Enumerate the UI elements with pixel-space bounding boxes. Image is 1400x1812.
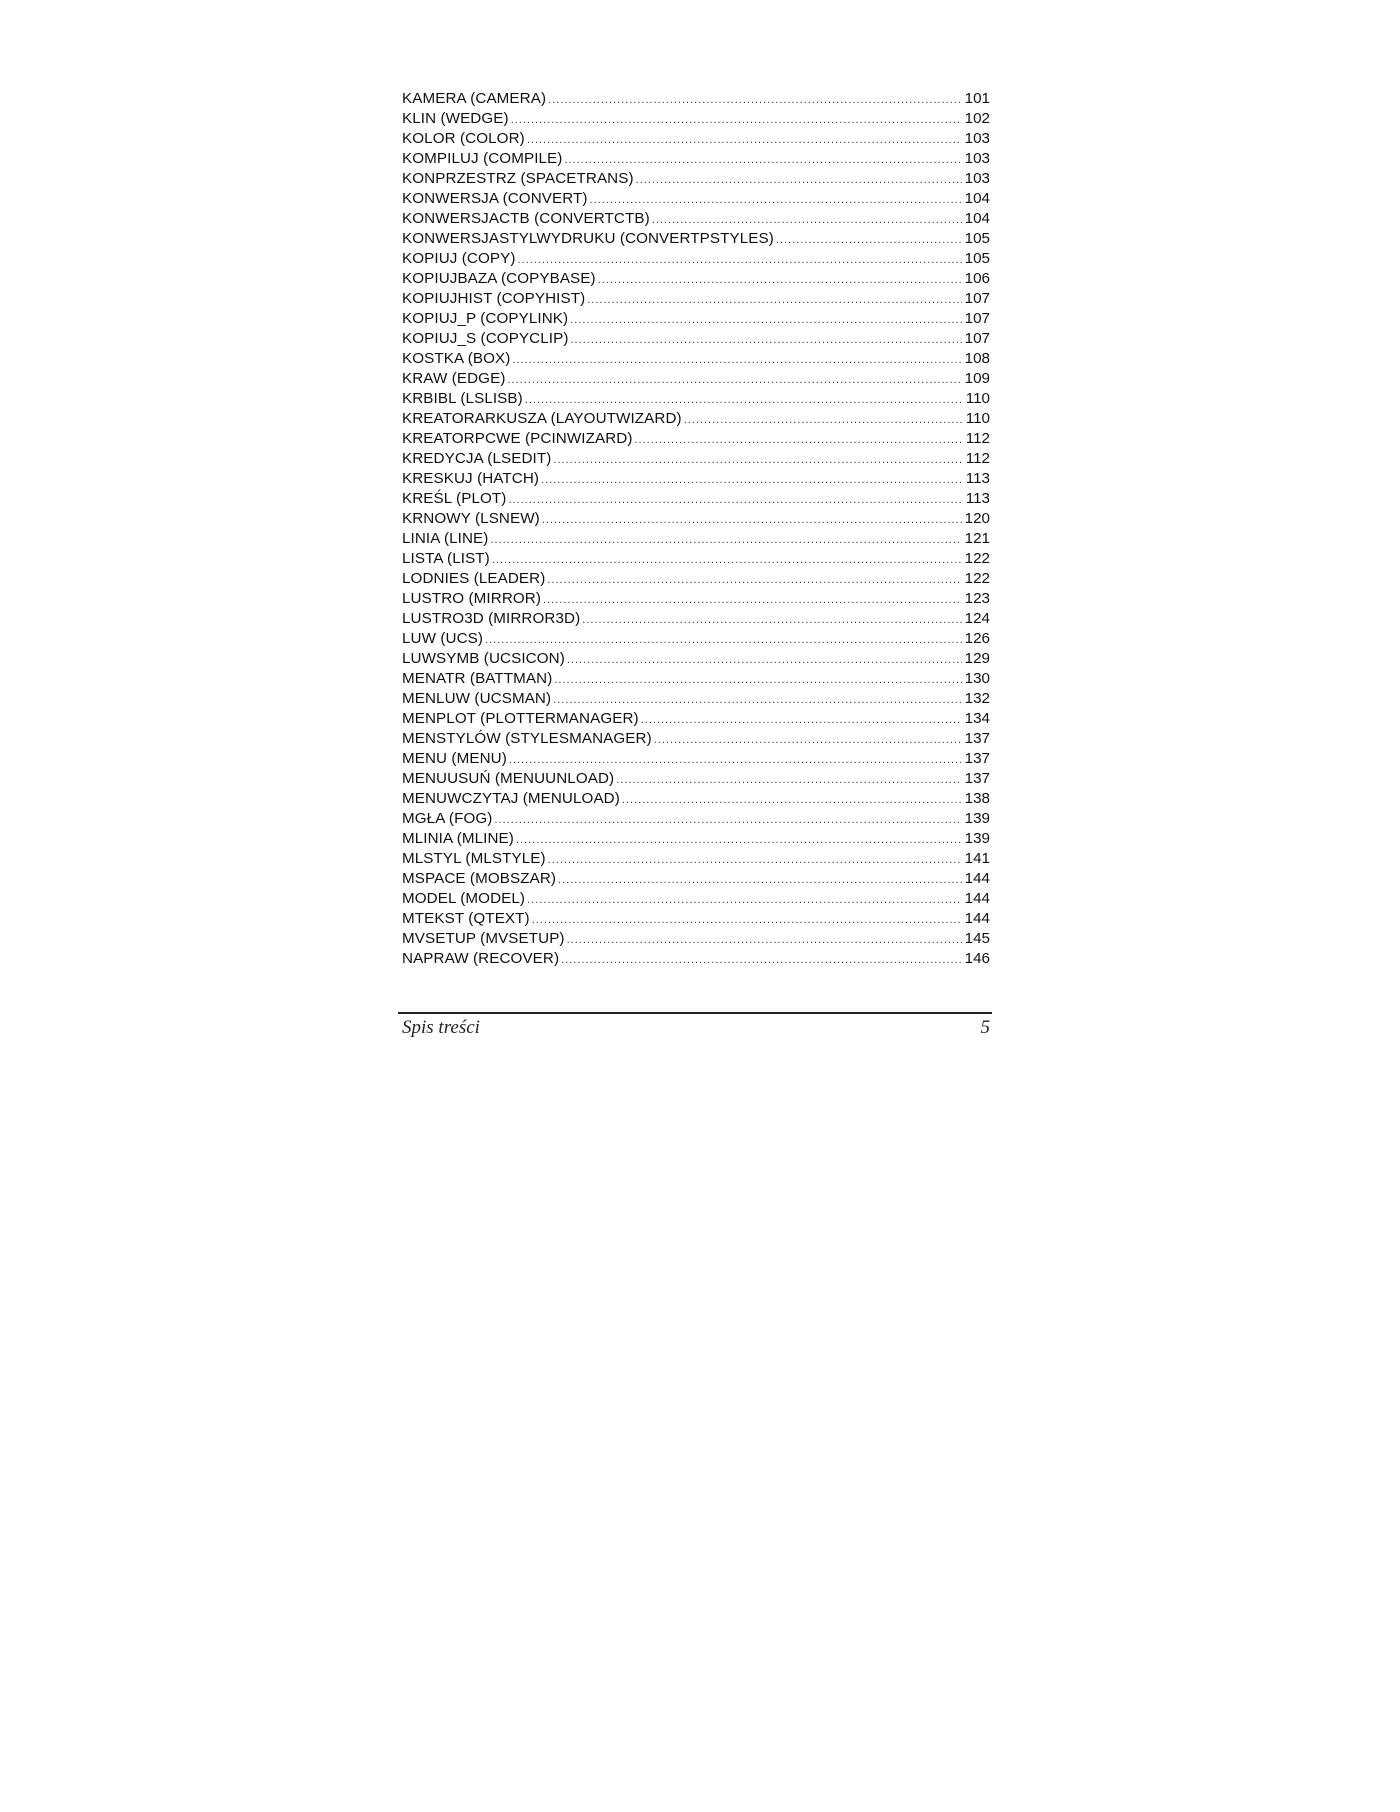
toc-entry-label: KOPIUJHIST (COPYHIST) <box>402 290 586 307</box>
toc-entry-label: LUSTRO (MIRROR) <box>402 590 542 607</box>
toc-leader-dots <box>654 730 962 750</box>
toc-entry-page: 107 <box>964 330 990 347</box>
footer-rule <box>398 1012 992 1014</box>
toc-entry-page: 144 <box>964 890 990 907</box>
toc-entry-label: KOMPILUJ (COMPILE) <box>402 150 563 167</box>
toc-leader-dots <box>567 650 962 670</box>
toc-entry-page: 123 <box>964 590 990 607</box>
toc-entry[interactable] <box>402 869 990 889</box>
toc-entry-page: 145 <box>964 930 990 947</box>
page-footer <box>402 1017 990 1039</box>
toc-entry-label: LISTA (LIST) <box>402 550 490 567</box>
toc-entry-page: 124 <box>964 610 990 627</box>
toc-entry[interactable] <box>402 89 990 109</box>
toc-entry-label: KREDYCJA (LSEDIT) <box>402 450 552 467</box>
toc-entry-page: 122 <box>964 550 990 567</box>
toc-entry[interactable] <box>402 649 990 669</box>
toc-entry[interactable] <box>402 829 990 849</box>
toc-entry-label: MENU (MENU) <box>402 750 507 767</box>
toc-leader-dots <box>541 470 962 490</box>
toc-entry-page: 120 <box>964 510 990 527</box>
toc-entry-page: 137 <box>964 770 990 787</box>
toc-entry-page: 105 <box>964 230 990 247</box>
toc-entry-page: 110 <box>965 390 990 407</box>
toc-leader-dots <box>684 410 962 430</box>
toc-entry[interactable] <box>402 729 990 749</box>
footer-section-title: Spis treści <box>402 1017 480 1038</box>
toc-leader-dots <box>490 530 962 550</box>
toc-leader-dots <box>554 670 962 690</box>
toc-entry[interactable] <box>402 549 990 569</box>
toc-entry[interactable] <box>402 449 990 469</box>
toc-leader-dots <box>553 690 962 710</box>
toc-leader-dots <box>590 190 962 210</box>
toc-leader-dots <box>548 850 962 870</box>
toc-entry[interactable] <box>402 489 990 509</box>
toc-entry[interactable] <box>402 349 990 369</box>
toc-entry-page: 146 <box>964 950 990 967</box>
toc-entry-label: LINIA (LINE) <box>402 530 489 547</box>
toc-leader-dots <box>582 610 962 630</box>
toc-entry-label: KONWERSJA (CONVERT) <box>402 190 588 207</box>
toc-entry[interactable] <box>402 509 990 529</box>
toc-entry-page: 104 <box>964 210 990 227</box>
toc-leader-dots <box>652 210 962 230</box>
toc-entry-page: 121 <box>964 530 990 547</box>
toc-leader-dots <box>636 170 962 190</box>
toc-leader-dots <box>635 430 963 450</box>
toc-entry-label: KOLOR (COLOR) <box>402 130 525 147</box>
toc-entry[interactable] <box>402 709 990 729</box>
toc-leader-dots <box>485 630 962 650</box>
toc-entry-label: MENPLOT (PLOTTERMANAGER) <box>402 710 639 727</box>
toc-entry-label: KREATORPCWE (PCINWIZARD) <box>402 430 633 447</box>
toc-entry-label: KOSTKA (BOX) <box>402 350 511 367</box>
toc-entry[interactable] <box>402 249 990 269</box>
toc-entry-page: 105 <box>964 250 990 267</box>
toc-entry-page: 132 <box>964 690 990 707</box>
toc-entry-label: MLINIA (MLINE) <box>402 830 514 847</box>
toc-leader-dots <box>494 810 962 830</box>
toc-leader-dots <box>598 270 962 290</box>
toc-leader-dots <box>532 910 962 930</box>
toc-leader-dots <box>508 490 962 510</box>
toc-entry[interactable] <box>402 469 990 489</box>
toc-entry-label: MVSETUP (MVSETUP) <box>402 930 565 947</box>
toc-entry-page: 139 <box>964 830 990 847</box>
toc-entry[interactable] <box>402 889 990 909</box>
toc-entry-label: LUSTRO3D (MIRROR3D) <box>402 610 581 627</box>
toc-entry[interactable] <box>402 429 990 449</box>
toc-entry-page: 101 <box>964 90 990 107</box>
toc-entry[interactable] <box>402 129 990 149</box>
toc-leader-dots <box>543 590 962 610</box>
toc-entry[interactable] <box>402 849 990 869</box>
toc-entry[interactable] <box>402 909 990 929</box>
toc-entry-page: 113 <box>965 490 990 507</box>
toc-entry-label: KLIN (WEDGE) <box>402 110 509 127</box>
table-of-contents <box>402 89 990 969</box>
toc-entry-page: 113 <box>965 470 990 487</box>
toc-entry-label: KRAW (EDGE) <box>402 370 506 387</box>
toc-entry[interactable] <box>402 629 990 649</box>
toc-entry-page: 141 <box>964 850 990 867</box>
toc-entry[interactable] <box>402 769 990 789</box>
toc-entry-page: 126 <box>964 630 990 647</box>
toc-entry-label: MODEL (MODEL) <box>402 890 526 907</box>
toc-entry[interactable] <box>402 669 990 689</box>
toc-leader-dots <box>525 390 962 410</box>
toc-entry[interactable] <box>402 589 990 609</box>
toc-entry-page: 122 <box>964 570 990 587</box>
toc-entry-label: MLSTYL (MLSTYLE) <box>402 850 546 867</box>
toc-list <box>402 89 990 969</box>
toc-leader-dots <box>641 710 962 730</box>
toc-leader-dots <box>564 150 962 170</box>
toc-entry[interactable] <box>402 169 990 189</box>
toc-leader-dots <box>587 290 962 310</box>
toc-leader-dots <box>567 930 962 950</box>
toc-entry[interactable] <box>402 409 990 429</box>
toc-entry-page: 144 <box>964 910 990 927</box>
toc-entry[interactable] <box>402 189 990 209</box>
toc-entry-label: MENUUSUŃ (MENUUNLOAD) <box>402 770 615 787</box>
toc-leader-dots <box>547 570 962 590</box>
toc-entry-page: 102 <box>964 110 990 127</box>
toc-entry-page: 144 <box>964 870 990 887</box>
toc-entry[interactable] <box>402 369 990 389</box>
toc-entry-label: KOPIUJ_P (COPYLINK) <box>402 310 569 327</box>
toc-entry-label: NAPRAW (RECOVER) <box>402 950 560 967</box>
toc-entry-page: 130 <box>964 670 990 687</box>
toc-leader-dots <box>558 870 962 890</box>
toc-entry[interactable] <box>402 569 990 589</box>
toc-leader-dots <box>776 230 962 250</box>
toc-leader-dots <box>561 950 962 970</box>
toc-leader-dots <box>542 510 962 530</box>
toc-entry[interactable] <box>402 229 990 249</box>
toc-entry[interactable] <box>402 749 990 769</box>
toc-leader-dots <box>553 450 962 470</box>
toc-entry[interactable] <box>402 269 990 289</box>
toc-entry[interactable] <box>402 929 990 949</box>
toc-leader-dots <box>527 890 962 910</box>
toc-entry-label: KONWERSJASTYLWYDRUKU (CONVERTPSTYLES) <box>402 230 774 247</box>
toc-entry-page: 106 <box>964 270 990 287</box>
toc-entry[interactable] <box>402 789 990 809</box>
toc-entry-page: 112 <box>965 430 990 447</box>
toc-leader-dots <box>622 790 962 810</box>
toc-leader-dots <box>570 330 962 350</box>
toc-entry-page: 129 <box>964 650 990 667</box>
toc-leader-dots <box>616 770 962 790</box>
toc-leader-dots <box>507 370 962 390</box>
toc-entry-label: KOPIUJ_S (COPYCLIP) <box>402 330 569 347</box>
toc-entry-label: KREŚL (PLOT) <box>402 490 507 507</box>
toc-entry-page: 110 <box>965 410 990 427</box>
toc-entry-page: 107 <box>964 310 990 327</box>
toc-entry-label: KREATORARKUSZA (LAYOUTWIZARD) <box>402 410 682 427</box>
footer-page-number: 5 <box>980 1017 990 1038</box>
toc-entry[interactable] <box>402 329 990 349</box>
toc-entry-label: MSPACE (MOBSZAR) <box>402 870 557 887</box>
toc-entry-label: KONPRZESTRZ (SPACETRANS) <box>402 170 634 187</box>
toc-entry-page: 112 <box>965 450 990 467</box>
toc-leader-dots <box>570 310 962 330</box>
toc-entry-label: MTEKST (QTEXT) <box>402 910 530 927</box>
toc-leader-dots <box>548 90 962 110</box>
toc-entry-page: 109 <box>964 370 990 387</box>
toc-entry-label: LODNIES (LEADER) <box>402 570 546 587</box>
toc-leader-dots <box>492 550 962 570</box>
toc-entry-label: MENATR (BATTMAN) <box>402 670 553 687</box>
toc-entry-page: 108 <box>964 350 990 367</box>
toc-entry-label: KRNOWY (LSNEW) <box>402 510 540 527</box>
toc-entry-page: 137 <box>964 730 990 747</box>
toc-entry-page: 103 <box>964 170 990 187</box>
toc-leader-dots <box>509 750 962 770</box>
toc-entry[interactable] <box>402 389 990 409</box>
toc-entry-label: MENSTYLÓW (STYLESMANAGER) <box>402 730 652 747</box>
toc-entry-page: 137 <box>964 750 990 767</box>
toc-entry-page: 104 <box>964 190 990 207</box>
toc-entry-label: MGŁA (FOG) <box>402 810 493 827</box>
toc-entry-label: MENUWCZYTAJ (MENULOAD) <box>402 790 620 807</box>
toc-entry[interactable] <box>402 209 990 229</box>
toc-entry[interactable] <box>402 609 990 629</box>
toc-entry-page: 138 <box>964 790 990 807</box>
toc-entry-label: KRBIBL (LSLISB) <box>402 390 523 407</box>
toc-leader-dots <box>527 130 962 150</box>
toc-entry[interactable] <box>402 289 990 309</box>
toc-entry-page: 103 <box>964 150 990 167</box>
toc-entry[interactable] <box>402 689 990 709</box>
toc-leader-dots <box>512 350 962 370</box>
toc-entry[interactable] <box>402 309 990 329</box>
toc-entry-label: KONWERSJACTB (CONVERTCTB) <box>402 210 650 227</box>
toc-entry-label: KOPIUJBAZA (COPYBASE) <box>402 270 596 287</box>
toc-leader-dots <box>518 250 962 270</box>
toc-leader-dots <box>516 830 962 850</box>
toc-entry-label: MENLUW (UCSMAN) <box>402 690 552 707</box>
toc-entry-label: KAMERA (CAMERA) <box>402 90 547 107</box>
toc-entry[interactable] <box>402 149 990 169</box>
toc-entry-page: 139 <box>964 810 990 827</box>
toc-entry-page: 134 <box>964 710 990 727</box>
toc-entry-page: 103 <box>964 130 990 147</box>
toc-entry-label: LUW (UCS) <box>402 630 484 647</box>
toc-entry[interactable] <box>402 529 990 549</box>
toc-entry-page: 107 <box>964 290 990 307</box>
toc-leader-dots <box>511 110 962 130</box>
toc-entry[interactable] <box>402 809 990 829</box>
toc-entry-label: LUWSYMB (UCSICON) <box>402 650 565 667</box>
toc-entry-label: KOPIUJ (COPY) <box>402 250 516 267</box>
toc-entry[interactable] <box>402 109 990 129</box>
toc-entry-label: KRESKUJ (HATCH) <box>402 470 540 487</box>
toc-entry[interactable] <box>402 949 990 969</box>
